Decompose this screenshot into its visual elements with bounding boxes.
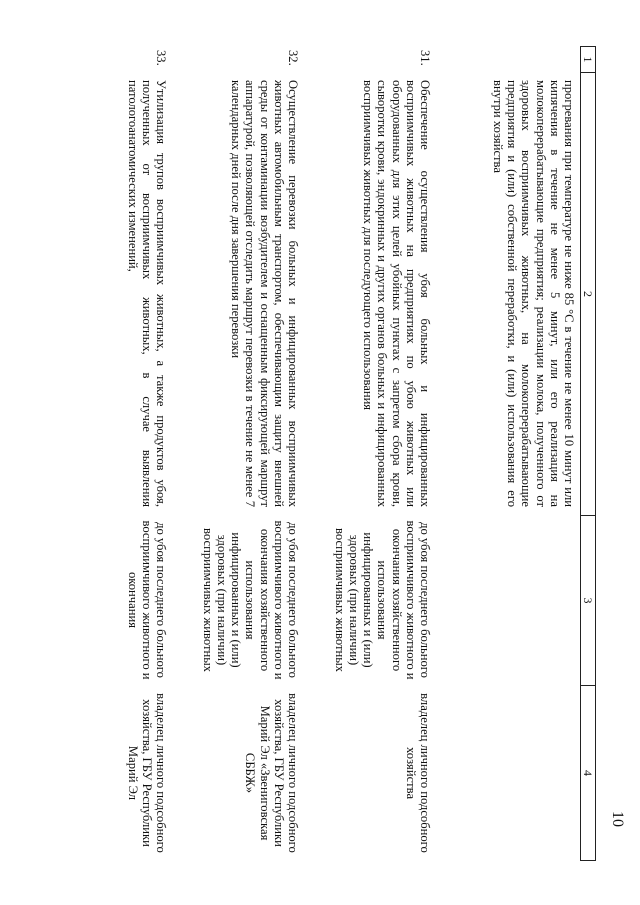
table-row <box>94 46 174 861</box>
deadline-cell: до убоя последнего больного восприимчивого животного и окончания хозяйственного использования инфицированных и (или) здоровых (при наличии) восприимчивых животных <box>332 520 432 680</box>
measure-text: Осуществление перевозки больных и инфицированных восприимчивых животных автомобильным транспортом, обеспечивающим защиту внешней среды от контаминации возбудителем и оснащенным фиксирующей маршрут аппаратурой, позволяющей отследить маршрут перевозки в течение не менее 7 календарных дней после дня завершения перевозки <box>229 80 300 507</box>
deadline-cell: до убоя последнего больного восприимчивого животного и окончания <box>125 520 168 680</box>
responsible-cell: владелец личного подсобного хозяйства, ГБУ Республики Марий Эл <box>125 693 168 853</box>
row-number: 32. <box>286 50 300 66</box>
responsible-cell <box>438 685 580 861</box>
measure-text: Утилизация трупов восприимчивых животных, а также продуктов убоя, полученных от восприимчивых животных, в случае выявления патологоанатомических изменений, <box>125 80 168 507</box>
measure-text: прогревания при температуре не ниже 85 °С в течение не менее 10 минут или кипячения в течение не менее 5 минут, или его реализация на молокоперерабатывающие предприятия; реализации молока, полученного от здоровых восприимчивых животных, на молокоперерабатывающие предприятия и (или) собственной переработки, и (или) использования его внутри хозяйства <box>490 80 576 507</box>
table-header-row <box>580 46 595 861</box>
header-col-4: 4 <box>581 685 595 861</box>
deadline-cell <box>438 515 580 685</box>
measure-text: Обеспечение осуществления убоя больных и инфицированных восприимчивых животных на предприятиях по убою животных или оборудованных для этих целей убойных пунктах с запретом сбора крови, сыворотки крови, эндокринных и других органов больных и инфицированных восприимчивых животных для последующего использования <box>361 80 432 507</box>
row-number: 33. <box>154 50 168 66</box>
table-row <box>306 46 438 861</box>
header-col-2: 2 <box>581 72 595 515</box>
row-number: 31. <box>418 50 432 66</box>
header-col-1: 1 <box>581 46 595 72</box>
plan-table <box>94 46 596 861</box>
page-number: 10 <box>609 811 626 827</box>
deadline-cell: до убоя последнего больного восприимчивого животного и окончания хозяйственного использования инфицированных и (или) здоровых (при наличии) восприимчивых животных <box>200 520 300 680</box>
table-row <box>174 46 306 861</box>
row-number <box>438 46 580 72</box>
header-col-3: 3 <box>581 515 595 685</box>
responsible-cell: владелец личного подсобного хозяйства, ГБУ Республики Марий Эл «Звениговская СББЖ» <box>243 693 300 853</box>
responsible-cell: владелец личного подсобного хозяйства <box>403 693 432 853</box>
table-row <box>438 46 580 861</box>
